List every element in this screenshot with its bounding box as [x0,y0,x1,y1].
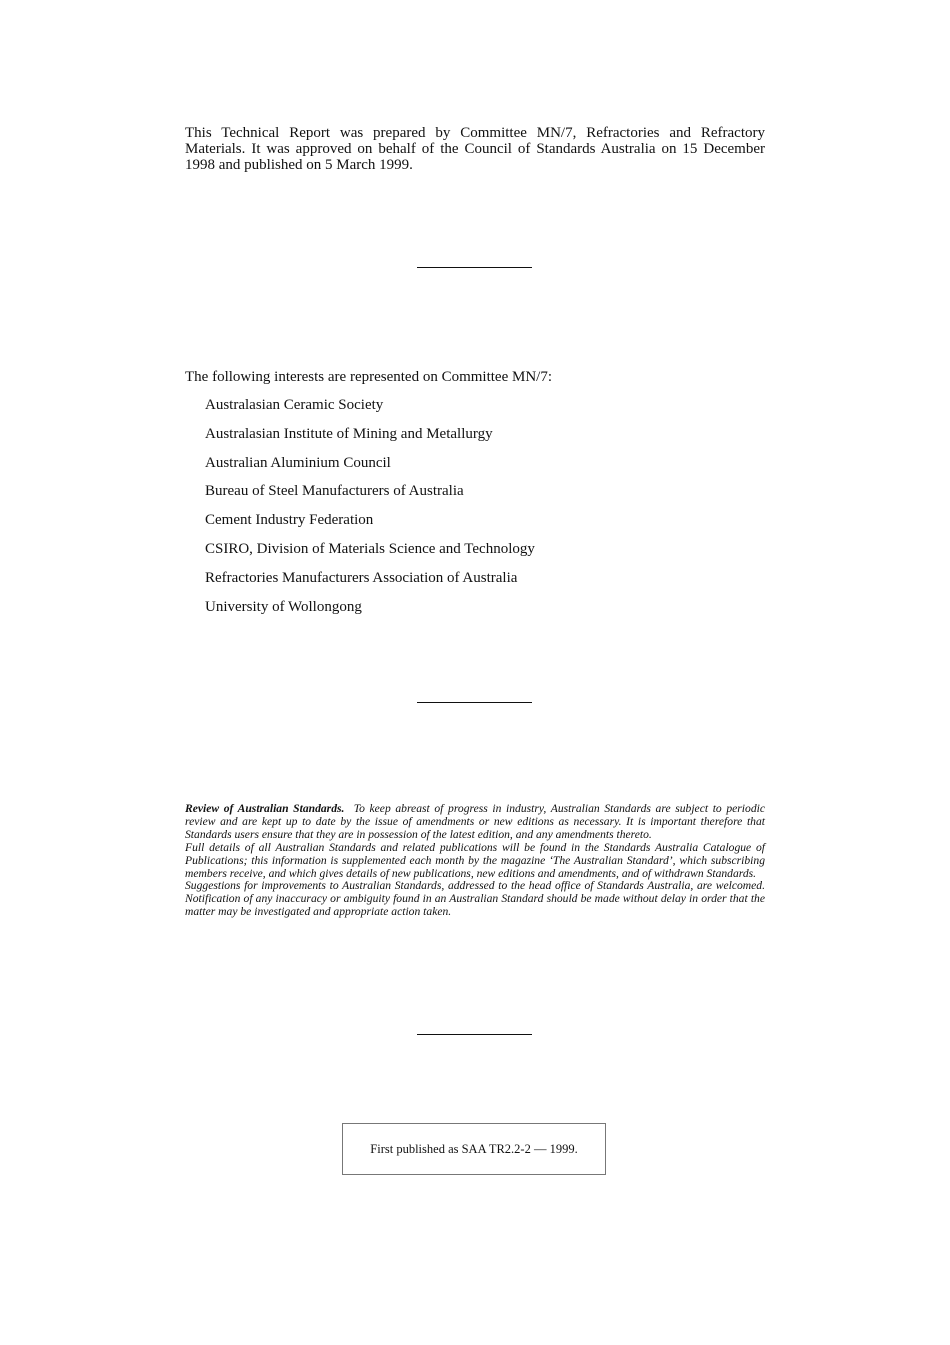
interest-item: Australian Aluminium Council [205,454,391,471]
interest-item: CSIRO, Division of Materials Science and Technology [205,540,535,557]
interest-item: Refractories Manufacturers Association of Australia [205,569,518,586]
interest-item: Cement Industry Federation [205,512,374,529]
preparation-note: This Technical Report was prepared by Committee MN/7, Refractories and Refractory Materials. It was approved on behalf of the Council of Standards Australia on 15 December 1998 and published on 5 March 1999. [185,125,765,173]
interest-item: Australasian Ceramic Society [205,397,384,413]
review-text-1: To keep abreast of progress in industry, Australian Standards are subject to periodic review and are kept up to date by the issue of amendments or new editions as necessary. It is important therefore that Standards users ensure that they are in possession of the latest edition, and any amendments thereto. [185,802,765,841]
section-divider [417,1034,532,1035]
first-published-box [342,1123,606,1175]
review-paragraph-3: Suggestions for improvements to Australian Standards, addressed to the head office of Standards Australia, are welcomed. Notification of any inaccuracy or ambiguity found in an Australian Standard should be made without delay in order that the matter may be investigated and appropriate action taken. [185,879,765,919]
interest-item: Bureau of Steel Manufacturers of Australia [205,483,464,500]
review-paragraph-1 [185,803,765,842]
review-lead: Review of Australian Standards. [185,802,345,815]
review-notice [185,803,765,919]
interest-item: University of Wollongong [205,598,362,615]
interests-intro: The following interests are represented on Committee MN/7: [185,369,552,385]
interests-list [205,396,535,626]
section-divider [417,702,532,703]
interest-item: Australasian Institute of Mining and Metallurgy [205,425,493,442]
section-divider [417,267,532,268]
review-paragraph-2: Full details of all Australian Standards and related publications will be found in the Standards Australia Catalogue of Publications; this information is supplemented each month by the magazine ‘The Australian Standard’, which subscribing members receive, and which gives details of new publications, new editions and amendments, and of withdrawn Standards. [185,840,765,880]
first-published-text: First published as SAA TR2.2-2 — 1999. [370,1141,578,1156]
